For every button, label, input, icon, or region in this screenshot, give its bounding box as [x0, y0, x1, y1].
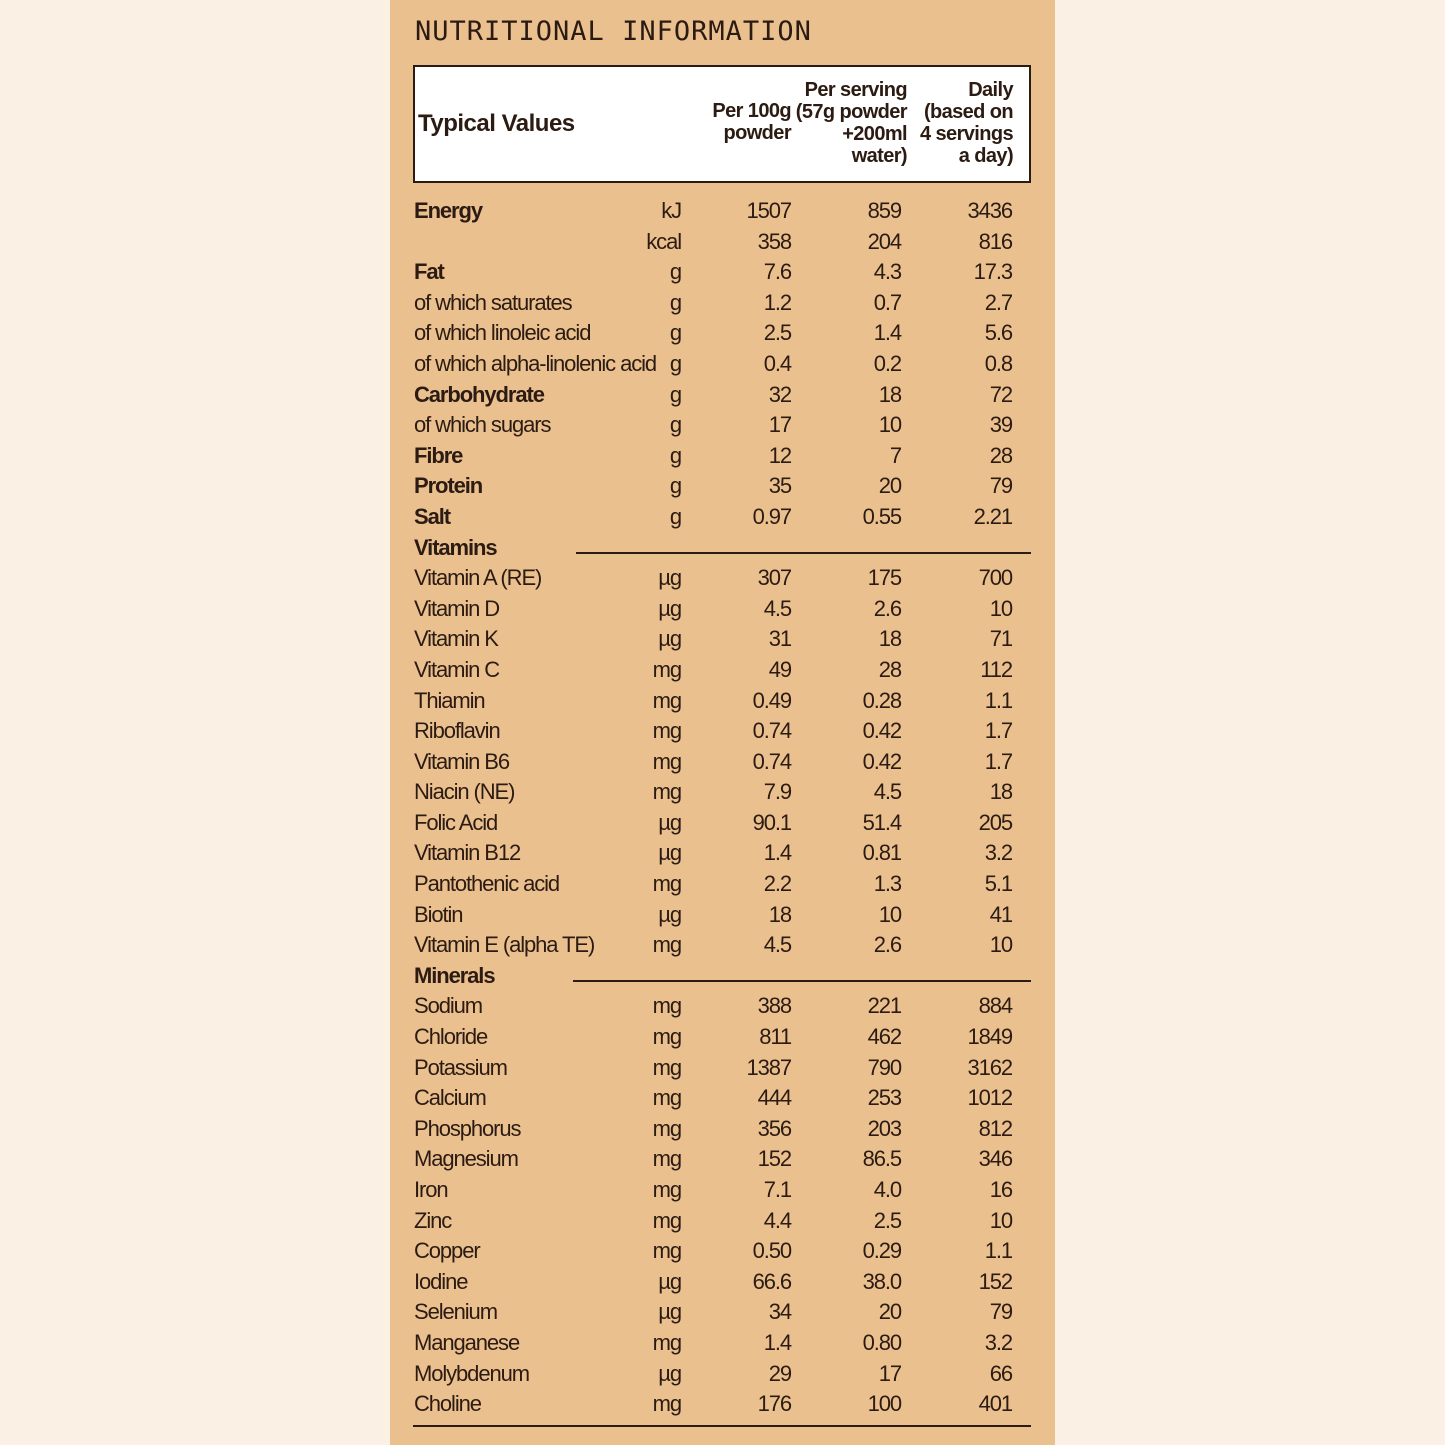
unit: g	[669, 503, 681, 529]
value-per-100g: 811	[759, 1024, 791, 1050]
value-per-serving: 0.2	[873, 350, 901, 376]
value-per-serving: 20	[878, 473, 901, 499]
value-per-serving: 4.3	[873, 259, 901, 285]
value-daily: 1.1	[984, 687, 1012, 713]
value-daily: 5.1	[984, 871, 1012, 897]
value-daily: 17.3	[973, 259, 1012, 285]
value-per-100g: 7.9	[763, 779, 791, 805]
unit: mg	[652, 871, 681, 897]
value-per-serving: 51.4	[862, 809, 901, 835]
value-per-100g: 307	[757, 565, 791, 591]
nutrient-name: Vitamin E (alpha TE)	[414, 932, 595, 958]
header-per-serving: Per serving (57g powder +200ml water)	[795, 79, 907, 167]
unit: mg	[652, 1146, 681, 1172]
nutrient-name: Energy	[414, 198, 482, 223]
bottom-divider	[413, 1425, 1031, 1427]
nutrient-name: Iodine	[414, 1268, 468, 1294]
table-row	[413, 1267, 1031, 1298]
nutrient-name: Selenium	[414, 1299, 497, 1325]
header-daily: Daily (based on 4 servings a day)	[920, 79, 1013, 167]
unit: mg	[652, 1238, 681, 1264]
value-daily: 28	[989, 442, 1012, 468]
value-daily: 39	[989, 412, 1012, 438]
nutrient-name: Fibre	[414, 442, 463, 468]
table-row	[413, 1328, 1031, 1359]
value-daily: 1.7	[984, 718, 1012, 744]
nutrient-name: Thiamin	[414, 687, 485, 713]
table-row	[413, 991, 1031, 1022]
nutrient-name: Sodium	[414, 993, 482, 1019]
nutrition-table-body	[413, 196, 1031, 1420]
table-row	[413, 1114, 1031, 1145]
nutrient-name: Vitamin D	[414, 595, 500, 621]
unit: mg	[652, 1391, 681, 1417]
value-per-100g: 29	[768, 1360, 791, 1386]
unit: µg	[658, 626, 681, 652]
table-row	[413, 716, 1031, 747]
value-per-serving: 0.55	[862, 503, 901, 529]
unit: mg	[652, 1024, 681, 1050]
section-label: Minerals	[414, 962, 495, 988]
nutrient-name: of which saturates	[414, 289, 572, 315]
unit: g	[669, 320, 681, 346]
value-daily: 401	[978, 1391, 1012, 1417]
value-per-serving: 2.5	[873, 1207, 901, 1233]
table-row	[413, 288, 1031, 319]
value-per-100g: 66.6	[752, 1268, 791, 1294]
nutrient-name: Magnesium	[414, 1146, 518, 1172]
value-daily: 79	[989, 1299, 1012, 1325]
unit: g	[669, 412, 681, 438]
value-per-serving: 0.81	[862, 840, 901, 866]
value-per-serving: 204	[867, 228, 901, 254]
unit: mg	[652, 932, 681, 958]
value-per-100g: 4.5	[763, 595, 791, 621]
table-row	[413, 502, 1031, 533]
unit: mg	[652, 1085, 681, 1111]
value-per-100g: 152	[757, 1146, 791, 1172]
unit: g	[669, 442, 681, 468]
value-per-serving: 7	[889, 442, 901, 468]
value-daily: 816	[978, 228, 1012, 254]
value-per-100g: 1.2	[763, 289, 791, 315]
unit: µg	[658, 1360, 681, 1386]
value-per-serving: 4.5	[873, 779, 901, 805]
value-per-serving: 2.6	[873, 595, 901, 621]
value-per-serving: 20	[878, 1299, 901, 1325]
unit: mg	[652, 1329, 681, 1355]
value-per-100g: 35	[768, 473, 791, 499]
value-per-serving: 175	[867, 565, 901, 591]
section-header	[413, 533, 1031, 564]
value-per-100g: 90.1	[752, 809, 791, 835]
value-daily: 112	[980, 656, 1012, 682]
nutrient-name: Vitamin A (RE)	[414, 565, 542, 591]
value-per-serving: 0.42	[862, 718, 901, 744]
nutrient-name: Phosphorus	[414, 1115, 521, 1141]
unit: mg	[652, 718, 681, 744]
table-row	[413, 808, 1031, 839]
nutrient-name: Manganese	[414, 1329, 520, 1355]
nutrient-name: Folic Acid	[414, 809, 498, 835]
unit: mg	[652, 748, 681, 774]
unit: mg	[652, 779, 681, 805]
value-per-100g: 1.4	[763, 1329, 791, 1355]
unit: mg	[652, 656, 681, 682]
table-row	[413, 777, 1031, 808]
table-row	[413, 196, 1031, 227]
table-row	[413, 1022, 1031, 1053]
value-per-serving: 203	[867, 1115, 901, 1141]
table-row	[413, 1206, 1031, 1237]
value-per-serving: 0.7	[873, 289, 901, 315]
value-per-serving: 28	[878, 656, 901, 682]
unit: mg	[652, 1115, 681, 1141]
value-per-serving: 253	[867, 1085, 901, 1111]
table-row	[413, 1236, 1031, 1267]
unit: kJ	[661, 198, 681, 223]
value-per-100g: 0.74	[752, 718, 791, 744]
unit: mg	[652, 1054, 681, 1080]
table-row	[413, 838, 1031, 869]
value-daily: 71	[989, 626, 1012, 652]
nutrient-name: Copper	[414, 1238, 480, 1264]
table-row	[413, 747, 1031, 778]
table-row	[413, 1083, 1031, 1114]
header-typical-values: Typical Values	[418, 110, 575, 137]
header-per-100g: Per 100g powder	[712, 100, 791, 144]
nutrient-name: Riboflavin	[414, 718, 500, 744]
value-daily: 2.21	[973, 503, 1012, 529]
unit: µg	[658, 1299, 681, 1325]
unit: g	[669, 259, 681, 285]
nutrient-name: Niacin (NE)	[414, 779, 515, 805]
table-row	[413, 441, 1031, 472]
nutrient-name: Pantothenic acid	[414, 871, 560, 897]
nutrient-name: of which sugars	[414, 412, 551, 438]
value-daily: 5.6	[984, 320, 1012, 346]
nutrient-name: Zinc	[414, 1207, 452, 1233]
value-per-100g: 31	[768, 626, 791, 652]
table-row	[413, 471, 1031, 502]
unit: mg	[652, 687, 681, 713]
nutrient-name: Carbohydrate	[414, 381, 544, 407]
value-per-serving: 0.42	[862, 748, 901, 774]
value-per-100g: 7.1	[763, 1177, 791, 1202]
value-daily: 1849	[967, 1024, 1012, 1050]
table-row	[413, 227, 1031, 258]
value-per-serving: 18	[878, 626, 901, 652]
value-per-serving: 10	[878, 901, 901, 927]
unit: kcal	[646, 228, 681, 254]
value-daily: 1.1	[984, 1238, 1012, 1264]
value-per-100g: 2.2	[763, 871, 791, 897]
table-row	[413, 594, 1031, 625]
value-daily: 10	[989, 932, 1012, 958]
value-daily: 2.7	[984, 289, 1012, 315]
section-divider	[576, 552, 1032, 554]
unit: µg	[658, 809, 681, 835]
section-label: Vitamins	[414, 534, 497, 560]
table-row	[413, 1297, 1031, 1328]
value-per-serving: 1.4	[873, 320, 901, 346]
value-daily: 812	[978, 1115, 1012, 1141]
nutrient-name: Vitamin C	[414, 656, 500, 682]
nutrient-name: of which alpha-linolenic acid	[414, 350, 657, 376]
value-per-100g: 0.49	[752, 687, 791, 713]
value-daily: 3436	[967, 198, 1012, 223]
value-per-100g: 34	[768, 1299, 791, 1325]
value-daily: 79	[989, 473, 1012, 499]
nutrient-name: Protein	[414, 473, 483, 499]
value-per-100g: 49	[768, 656, 791, 682]
table-row	[413, 563, 1031, 594]
value-daily: 205	[978, 809, 1012, 835]
unit: µg	[658, 565, 681, 591]
value-per-serving: 1.3	[873, 871, 901, 897]
nutrient-name: Chloride	[414, 1024, 488, 1050]
value-per-serving: 4.0	[873, 1177, 901, 1202]
value-per-serving: 859	[867, 198, 901, 223]
table-row	[413, 257, 1031, 288]
value-per-serving: 100	[867, 1391, 901, 1417]
value-per-100g: 4.4	[763, 1207, 791, 1233]
nutrient-name: Vitamin B12	[414, 840, 521, 866]
value-per-serving: 0.29	[862, 1238, 901, 1264]
value-per-100g: 1.4	[763, 840, 791, 866]
table-row	[413, 900, 1031, 931]
value-daily: 0.8	[984, 350, 1012, 376]
value-daily: 1012	[967, 1085, 1012, 1111]
value-per-100g: 2.5	[763, 320, 791, 346]
unit: g	[669, 350, 681, 376]
value-per-100g: 0.74	[752, 748, 791, 774]
value-per-100g: 0.4	[763, 350, 791, 376]
value-per-100g: 358	[757, 228, 791, 254]
value-daily: 16	[989, 1177, 1012, 1202]
value-daily: 3.2	[984, 840, 1012, 866]
nutrient-name: Calcium	[414, 1085, 486, 1111]
nutrient-name: Vitamin B6	[414, 748, 509, 774]
nutrient-name: Fat	[414, 259, 444, 285]
value-per-serving: 790	[867, 1054, 901, 1080]
unit: g	[669, 381, 681, 407]
table-row	[413, 869, 1031, 900]
unit: g	[669, 289, 681, 315]
nutrient-name: Choline	[414, 1391, 481, 1417]
value-per-100g: 18	[768, 901, 791, 927]
table-row	[413, 1359, 1031, 1390]
value-daily: 10	[989, 595, 1012, 621]
value-per-serving: 2.6	[873, 932, 901, 958]
value-per-serving: 17	[878, 1360, 901, 1386]
value-per-serving: 221	[867, 993, 901, 1019]
value-per-serving: 462	[867, 1024, 901, 1050]
value-per-serving: 86.5	[862, 1146, 901, 1172]
value-daily: 1.7	[984, 748, 1012, 774]
nutrient-name: of which linoleic acid	[414, 320, 591, 346]
value-daily: 3.2	[984, 1329, 1012, 1355]
value-per-100g: 0.97	[752, 503, 791, 529]
table-row	[413, 1053, 1031, 1084]
table-row	[413, 686, 1031, 717]
unit: µg	[658, 1268, 681, 1294]
value-per-100g: 444	[757, 1085, 791, 1111]
unit: mg	[652, 1207, 681, 1233]
value-daily: 884	[978, 993, 1012, 1019]
unit: mg	[652, 993, 681, 1019]
page-title: NUTRITIONAL INFORMATION	[415, 16, 812, 47]
table-row	[413, 1144, 1031, 1175]
value-per-serving: 0.80	[862, 1329, 901, 1355]
value-per-100g: 176	[757, 1391, 791, 1417]
nutrient-name: Salt	[414, 503, 450, 529]
value-per-100g: 1507	[746, 198, 791, 223]
value-daily: 152	[978, 1268, 1012, 1294]
value-per-serving: 38.0	[862, 1268, 901, 1294]
value-daily: 18	[989, 779, 1012, 805]
value-daily: 346	[978, 1146, 1012, 1172]
value-per-100g: 0.50	[752, 1238, 791, 1264]
value-daily: 66	[989, 1360, 1012, 1386]
value-per-100g: 17	[768, 412, 791, 438]
value-daily: 3162	[967, 1054, 1012, 1080]
value-per-100g: 356	[757, 1115, 791, 1141]
nutrient-name: Biotin	[414, 901, 463, 927]
unit: g	[669, 473, 681, 499]
value-daily: 700	[978, 565, 1012, 591]
unit: mg	[652, 1177, 681, 1202]
table-row	[413, 380, 1031, 411]
nutrient-name: Potassium	[414, 1054, 507, 1080]
value-per-100g: 1387	[746, 1054, 791, 1080]
unit: µg	[658, 901, 681, 927]
value-daily: 72	[989, 381, 1012, 407]
value-per-100g: 4.5	[763, 932, 791, 958]
section-header	[413, 961, 1031, 992]
value-daily: 10	[989, 1207, 1012, 1233]
value-per-100g: 7.6	[763, 259, 791, 285]
value-daily: 41	[989, 901, 1012, 927]
value-per-serving: 0.28	[862, 687, 901, 713]
table-row	[413, 410, 1031, 441]
table-row	[413, 349, 1031, 380]
table-row	[413, 1175, 1031, 1206]
value-per-100g: 32	[768, 381, 791, 407]
section-divider	[573, 980, 1031, 982]
table-row	[413, 624, 1031, 655]
value-per-100g: 388	[757, 993, 791, 1019]
nutrient-name: Molybdenum	[414, 1360, 529, 1386]
table-row	[413, 930, 1031, 961]
table-row	[413, 318, 1031, 349]
table-header	[413, 65, 1031, 183]
nutrient-name: Vitamin K	[414, 626, 498, 652]
table-row	[413, 1389, 1031, 1420]
unit: µg	[658, 840, 681, 866]
value-per-serving: 18	[878, 381, 901, 407]
value-per-100g: 12	[768, 442, 791, 468]
value-per-serving: 10	[878, 412, 901, 438]
unit: µg	[658, 595, 681, 621]
nutrient-name: Iron	[414, 1177, 448, 1202]
table-row	[413, 655, 1031, 686]
